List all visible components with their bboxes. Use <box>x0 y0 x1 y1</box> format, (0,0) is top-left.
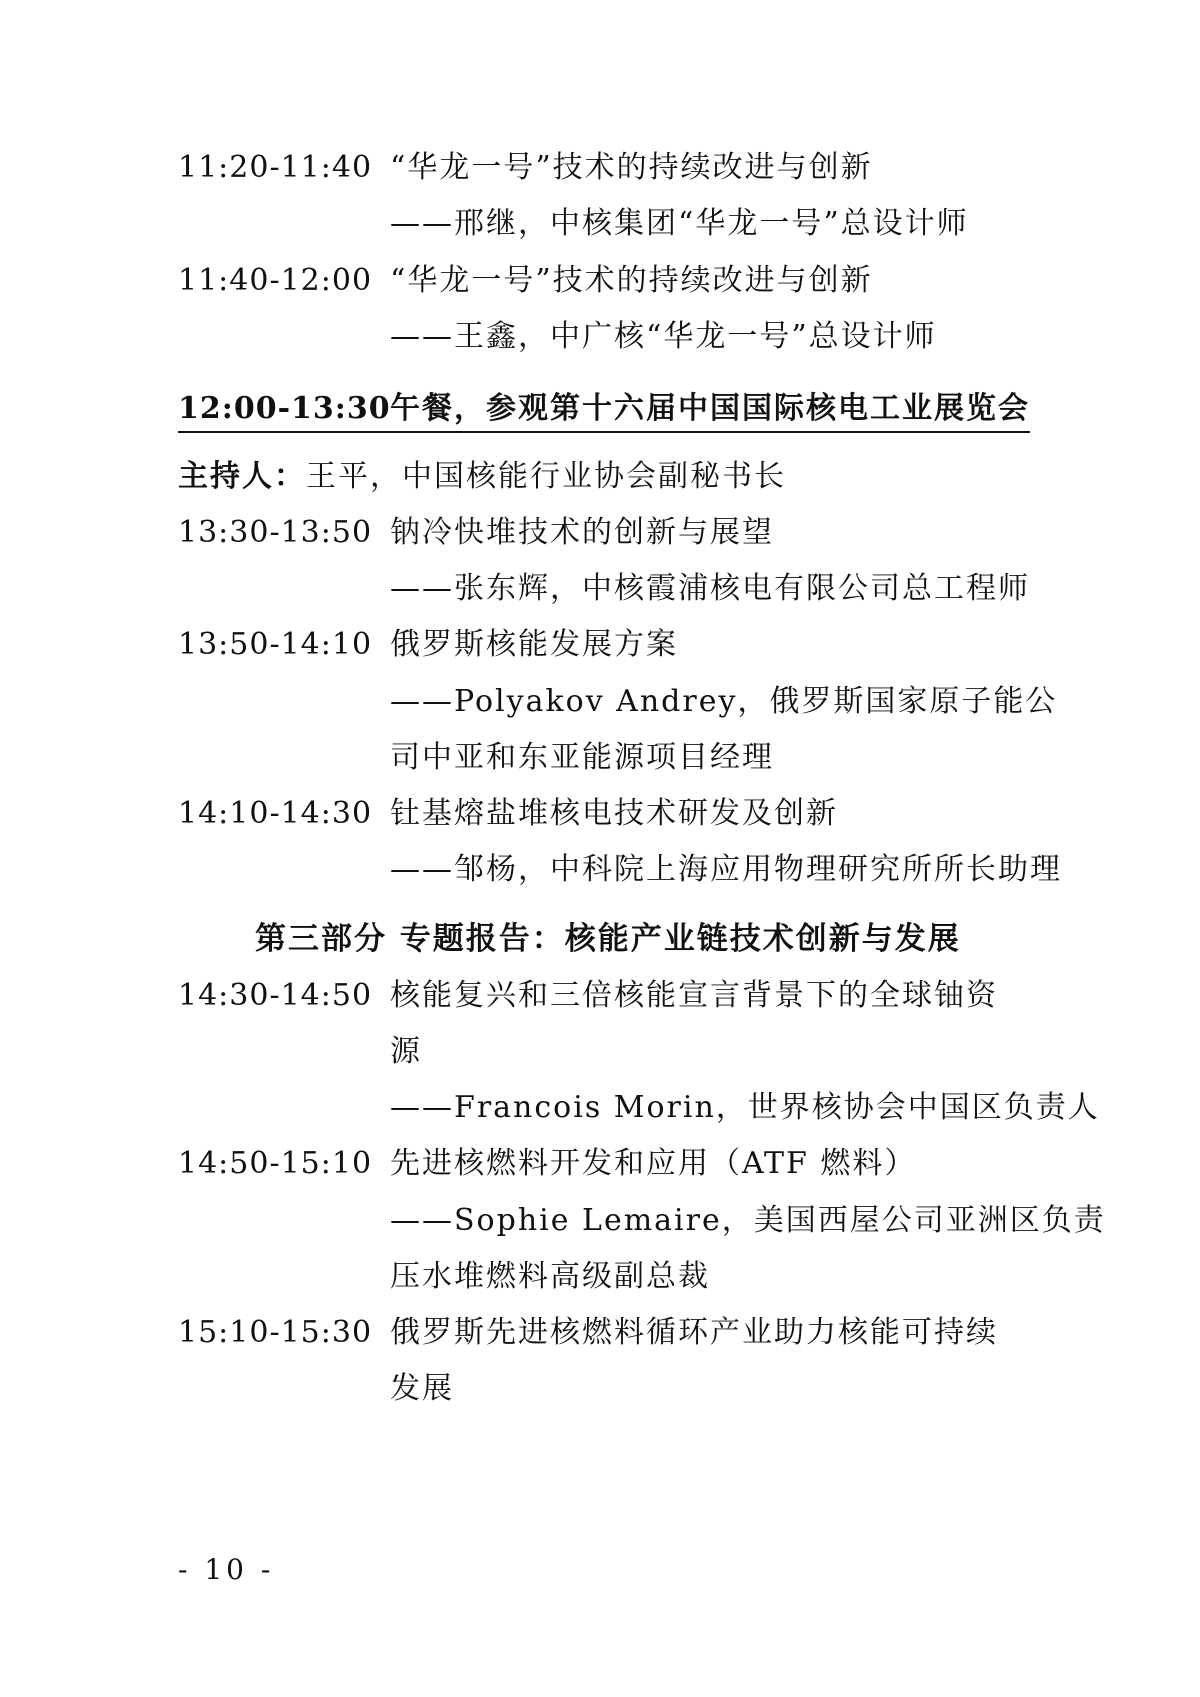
agenda-row <box>178 794 838 834</box>
session-title: 俄罗斯核能发展方案 <box>390 627 678 662</box>
session-time: 14:50-15:10 <box>178 1146 373 1181</box>
speaker-line: ——Sophie Lemaire，美国西屋公司亚洲区负责 <box>390 1203 1106 1238</box>
host-label: 主持人： <box>178 459 306 494</box>
speaker-line: ——邹杨，中科院上海应用物理研究所所长助理 <box>390 852 1062 887</box>
lunch-title: 午餐，参观第十六届中国国际核电工业展览会 <box>390 391 1030 426</box>
session-title: “华龙一号”技术的持续改进与创新 <box>390 263 873 298</box>
agenda-row <box>178 148 873 188</box>
agenda-row <box>178 1144 916 1184</box>
session-title: 钍基熔盐堆核电技术研发及创新 <box>390 796 838 831</box>
agenda-row <box>178 976 998 1016</box>
speaker-line: ——邢继，中核集团“华龙一号”总设计师 <box>390 206 969 241</box>
session-title: “华龙一号”技术的持续改进与创新 <box>390 150 873 185</box>
host-value: 王平，中国核能行业协会副秘书长 <box>306 459 786 494</box>
session-time: 13:30-13:50 <box>178 515 373 550</box>
session-title: 先进核燃料开发和应用（ATF 燃料） <box>390 1146 917 1181</box>
session-title: 俄罗斯先进核燃料循环产业助力核能可持续 <box>390 1315 998 1350</box>
agenda-row <box>178 261 873 301</box>
host-line <box>178 457 786 497</box>
session-time: 11:40-12:00 <box>178 263 373 298</box>
speaker-line: ——Polyakov Andrey，俄罗斯国家原子能公 <box>390 684 1058 719</box>
session-time: 15:10-15:30 <box>178 1315 373 1350</box>
session-title-continued: 发展 <box>390 1371 454 1406</box>
session-time: 11:20-11:40 <box>178 150 373 185</box>
speaker-line: ——Francois Morin，世界核协会中国区负责人 <box>390 1090 1100 1125</box>
page-number: - 10 - <box>178 1553 275 1586</box>
agenda-row <box>178 513 774 553</box>
session-time: 14:30-14:50 <box>178 978 373 1013</box>
session-title: 核能复兴和三倍核能宣言背景下的全球铀资 <box>390 978 998 1013</box>
speaker-line: ——张东辉，中核霞浦核电有限公司总工程师 <box>390 571 1030 606</box>
session-title: 钠冷快堆技术的创新与展望 <box>390 515 774 550</box>
session-time: 14:10-14:30 <box>178 796 373 831</box>
session-time: 13:50-14:10 <box>178 627 373 662</box>
speaker-line-continued: 压水堆燃料高级副总裁 <box>390 1259 710 1294</box>
agenda-row <box>178 625 678 665</box>
agenda-row <box>178 1313 998 1353</box>
speaker-line: ——王鑫，中广核“华龙一号”总设计师 <box>390 319 937 354</box>
section-heading: 第三部分 专题报告：核能产业链技术创新与发展 <box>255 921 961 957</box>
session-title-continued: 源 <box>390 1034 422 1069</box>
lunch-row <box>178 389 1030 433</box>
speaker-line-continued: 司中亚和东亚能源项目经理 <box>390 740 774 775</box>
lunch-time: 12:00-13:30 <box>178 391 391 426</box>
